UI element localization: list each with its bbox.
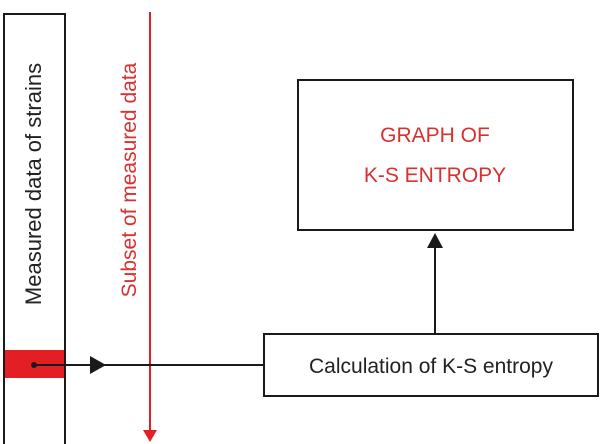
connector-arrowhead — [90, 356, 106, 374]
strain-column-label: Measured data of strains — [21, 62, 46, 306]
subset-axis-arrowhead — [143, 430, 157, 442]
graph-box-line1: GRAPH OF — [380, 124, 490, 147]
graph-box — [298, 80, 573, 230]
calc-box-label: Calculation of K-S entropy — [309, 355, 553, 378]
graph-box-line2: K-S ENTROPY — [363, 164, 507, 187]
subset-label: Subset of measured data — [118, 62, 141, 298]
up-arrowhead — [427, 233, 443, 248]
